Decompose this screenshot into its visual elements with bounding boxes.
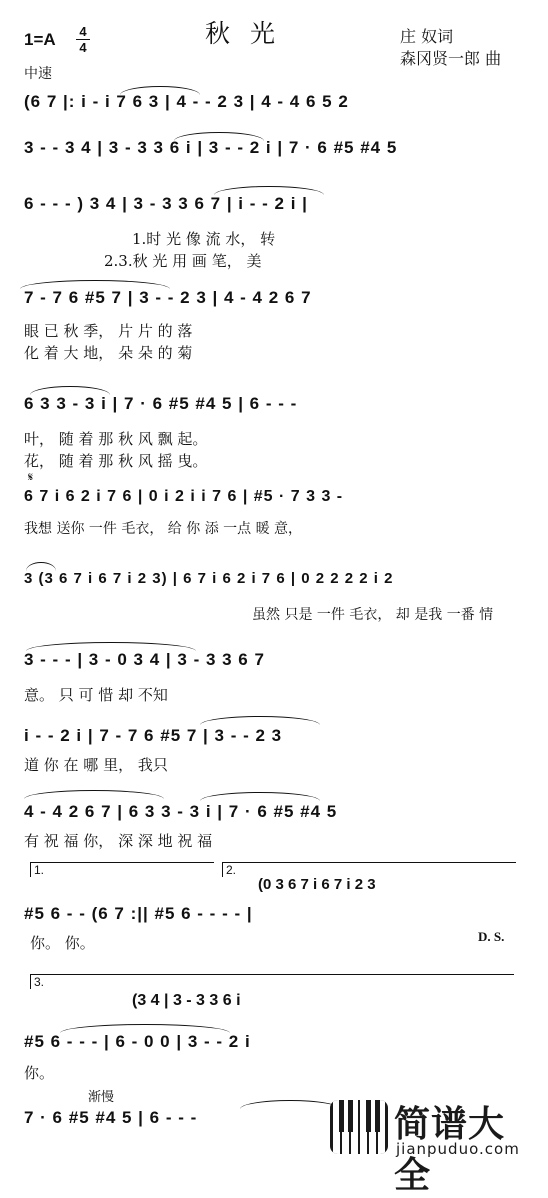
notation-line: i - - 2 i | 7 - 7 6 #5 7 | 3 - - 2 3: [24, 726, 283, 745]
score-row: [24, 650, 524, 682]
site-logo: [330, 1094, 540, 1196]
notation-line: (6 7 |: i - i 7 6 3 | 4 - - 2 3 | 4 - 4 6 5 2: [24, 92, 349, 111]
notation-line: 4 - 4 2 6 7 | 6 3 3 - 3 i | 7 · 6 #5 #4 5: [24, 802, 338, 821]
notation-line: (3 4 | 3 - 3 3 6 i: [132, 992, 241, 1009]
notation-line: 7 · 6 #5 #4 5 | 6 - - -: [24, 1108, 198, 1127]
time-bottom: 4: [79, 40, 87, 55]
score-row: [24, 138, 524, 170]
logo-site: jianpuduo.com: [396, 1140, 520, 1158]
score-row: [24, 394, 524, 426]
notation-line: 7 - 7 6 #5 7 | 3 - - 2 3 | 4 - 4 2 6 7: [24, 288, 312, 307]
tempo-marking: 中速: [24, 66, 52, 82]
score-row: [24, 194, 524, 226]
lyric-line: 你。: [24, 1064, 55, 1082]
lyric-line: 叶， 随 着 那 秋 风 飘 起。: [24, 430, 208, 448]
notation-line: 6 7 i 6 2 i 7 6 | 0 i 2 i i 7 6 | #5 · 7 3 3 -: [24, 488, 344, 505]
notation-line: 6 3 3 - 3 i | 7 · 6 #5 #4 5 | 6 - - -: [24, 394, 298, 413]
lyricist-credit: 庄 奴词: [400, 27, 454, 46]
lyric-line: 眼 已 秋 季， 片 片 的 落: [24, 322, 193, 340]
notation-line: 3 - - - | 3 - 0 3 4 | 3 - 3 3 6 7: [24, 650, 265, 669]
key-signature: 1=A: [24, 30, 56, 49]
piano-icon: [330, 1100, 388, 1154]
volta-2: 2.: [222, 862, 516, 877]
lyric-line: 道 你 在 哪 里， 我只: [24, 756, 168, 774]
time-top: 4: [79, 24, 87, 39]
lyric-line: 你。 你。: [30, 934, 95, 952]
lyric-line: 花， 随 着 那 秋 风 摇 曳。: [24, 452, 208, 470]
notation-line: #5 6 - - (6 7 :|| #5 6 - - - - |: [24, 904, 253, 923]
volta-1: 1.: [30, 862, 214, 877]
ds-mark: D. S.: [478, 929, 505, 944]
notation-line: 3 - - 3 4 | 3 - 3 3 6 i | 3 - - 2 i | 7 · 6 #5 #4 5: [24, 138, 398, 157]
lyric-line: 我想 送你 一件 毛衣， 给 你 添 一点 暖 意，: [24, 521, 303, 537]
lyric-line: 1.时 光 像 流 水， 转: [132, 230, 276, 248]
volta-3: 3.: [30, 974, 514, 989]
logo-brand: 简谱大全: [394, 1104, 506, 1196]
time-signature: [76, 25, 90, 54]
lyric-line: 有 祝 福 你， 深 深 地 祝 福: [24, 832, 213, 850]
lyric-line: 虽然 只是 一件 毛衣， 却 是我 一番 情: [252, 607, 494, 623]
notation-line: 3 (3 6 7 i 6 7 i 2 3) | 6 7 i 6 2 i 7 6 | 0 2 2 2 2 i 2: [24, 570, 394, 587]
composer-credit: 森冈贤一郎 曲: [400, 49, 502, 68]
notation-line: (0 3 6 7 i 6 7 i 2 3: [258, 876, 376, 893]
score-row: [24, 1032, 524, 1064]
score-row: [24, 488, 524, 520]
score-row: [24, 288, 524, 320]
score-row: [24, 570, 524, 602]
lyric-line: 意。 只 可 惜 却 不知: [24, 686, 168, 704]
ritardando-mark: 渐慢: [88, 1090, 115, 1105]
notation-line: #5 6 - - - | 6 - 0 0 | 3 - - 2 i: [24, 1032, 251, 1051]
notation-line: 6 - - - ) 3 4 | 3 - 3 3 6 7 | i - - 2 i |: [24, 194, 308, 213]
lyric-line: 化 着 大 地， 朵 朵 的 菊: [24, 344, 193, 362]
song-title: 秋 光: [205, 19, 281, 48]
lyric-line: 2.3.秋 光 用 画 笔， 美: [104, 252, 262, 270]
score-row: [24, 92, 524, 124]
segno-mark: 𝄋: [28, 470, 34, 484]
score-row: [24, 904, 524, 936]
